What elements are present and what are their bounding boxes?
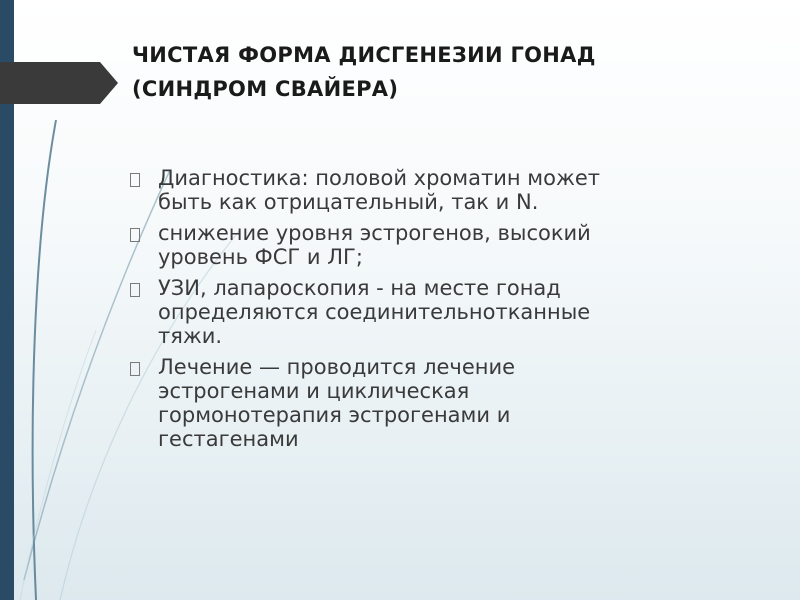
bullet-line: гестагенами xyxy=(158,427,299,451)
bullet-line: уровень ФСГ и ЛГ; xyxy=(158,245,363,269)
slide-title-line-2: (СИНДРОМ СВАЙЕРА) xyxy=(132,77,399,101)
bullet-line: Лечение — проводится лечение xyxy=(158,355,516,379)
bullet-line: тяжи. xyxy=(158,324,223,348)
square-bullet-icon xyxy=(130,362,140,376)
bullet-line: эстрогенами и циклическая xyxy=(158,379,470,403)
bullet-item-treatment xyxy=(128,355,768,451)
bullet-item-hormones xyxy=(128,221,768,269)
bullet-line: УЗИ, лапароскопия - на месте гонад xyxy=(158,276,561,300)
bullet-line: определяются соединительнотканные xyxy=(158,300,591,324)
bullet-line: быть как отрицательный, так и N. xyxy=(158,190,539,214)
bullet-text xyxy=(158,166,768,214)
bullet-line: Диагностика: половой хроматин может xyxy=(158,166,601,190)
title-marker-arrow xyxy=(0,62,118,104)
slide-title-line-1: ЧИСТАЯ ФОРМА ДИСГЕНЕЗИИ ГОНАД xyxy=(132,43,596,67)
bullet-line: гормонотерапия эстрогенами и xyxy=(158,403,511,427)
bullet-list xyxy=(128,166,768,458)
bullet-text xyxy=(158,221,768,269)
square-bullet-icon xyxy=(130,228,140,242)
bullet-line: снижение уровня эстрогенов, высокий xyxy=(158,221,591,245)
square-bullet-icon xyxy=(130,173,140,187)
slide-title xyxy=(132,38,772,106)
bullet-item-diagnostics xyxy=(128,166,768,214)
square-bullet-icon xyxy=(130,283,140,297)
bullet-text xyxy=(158,355,768,451)
bullet-item-ultrasound xyxy=(128,276,768,348)
bullet-text xyxy=(158,276,768,348)
